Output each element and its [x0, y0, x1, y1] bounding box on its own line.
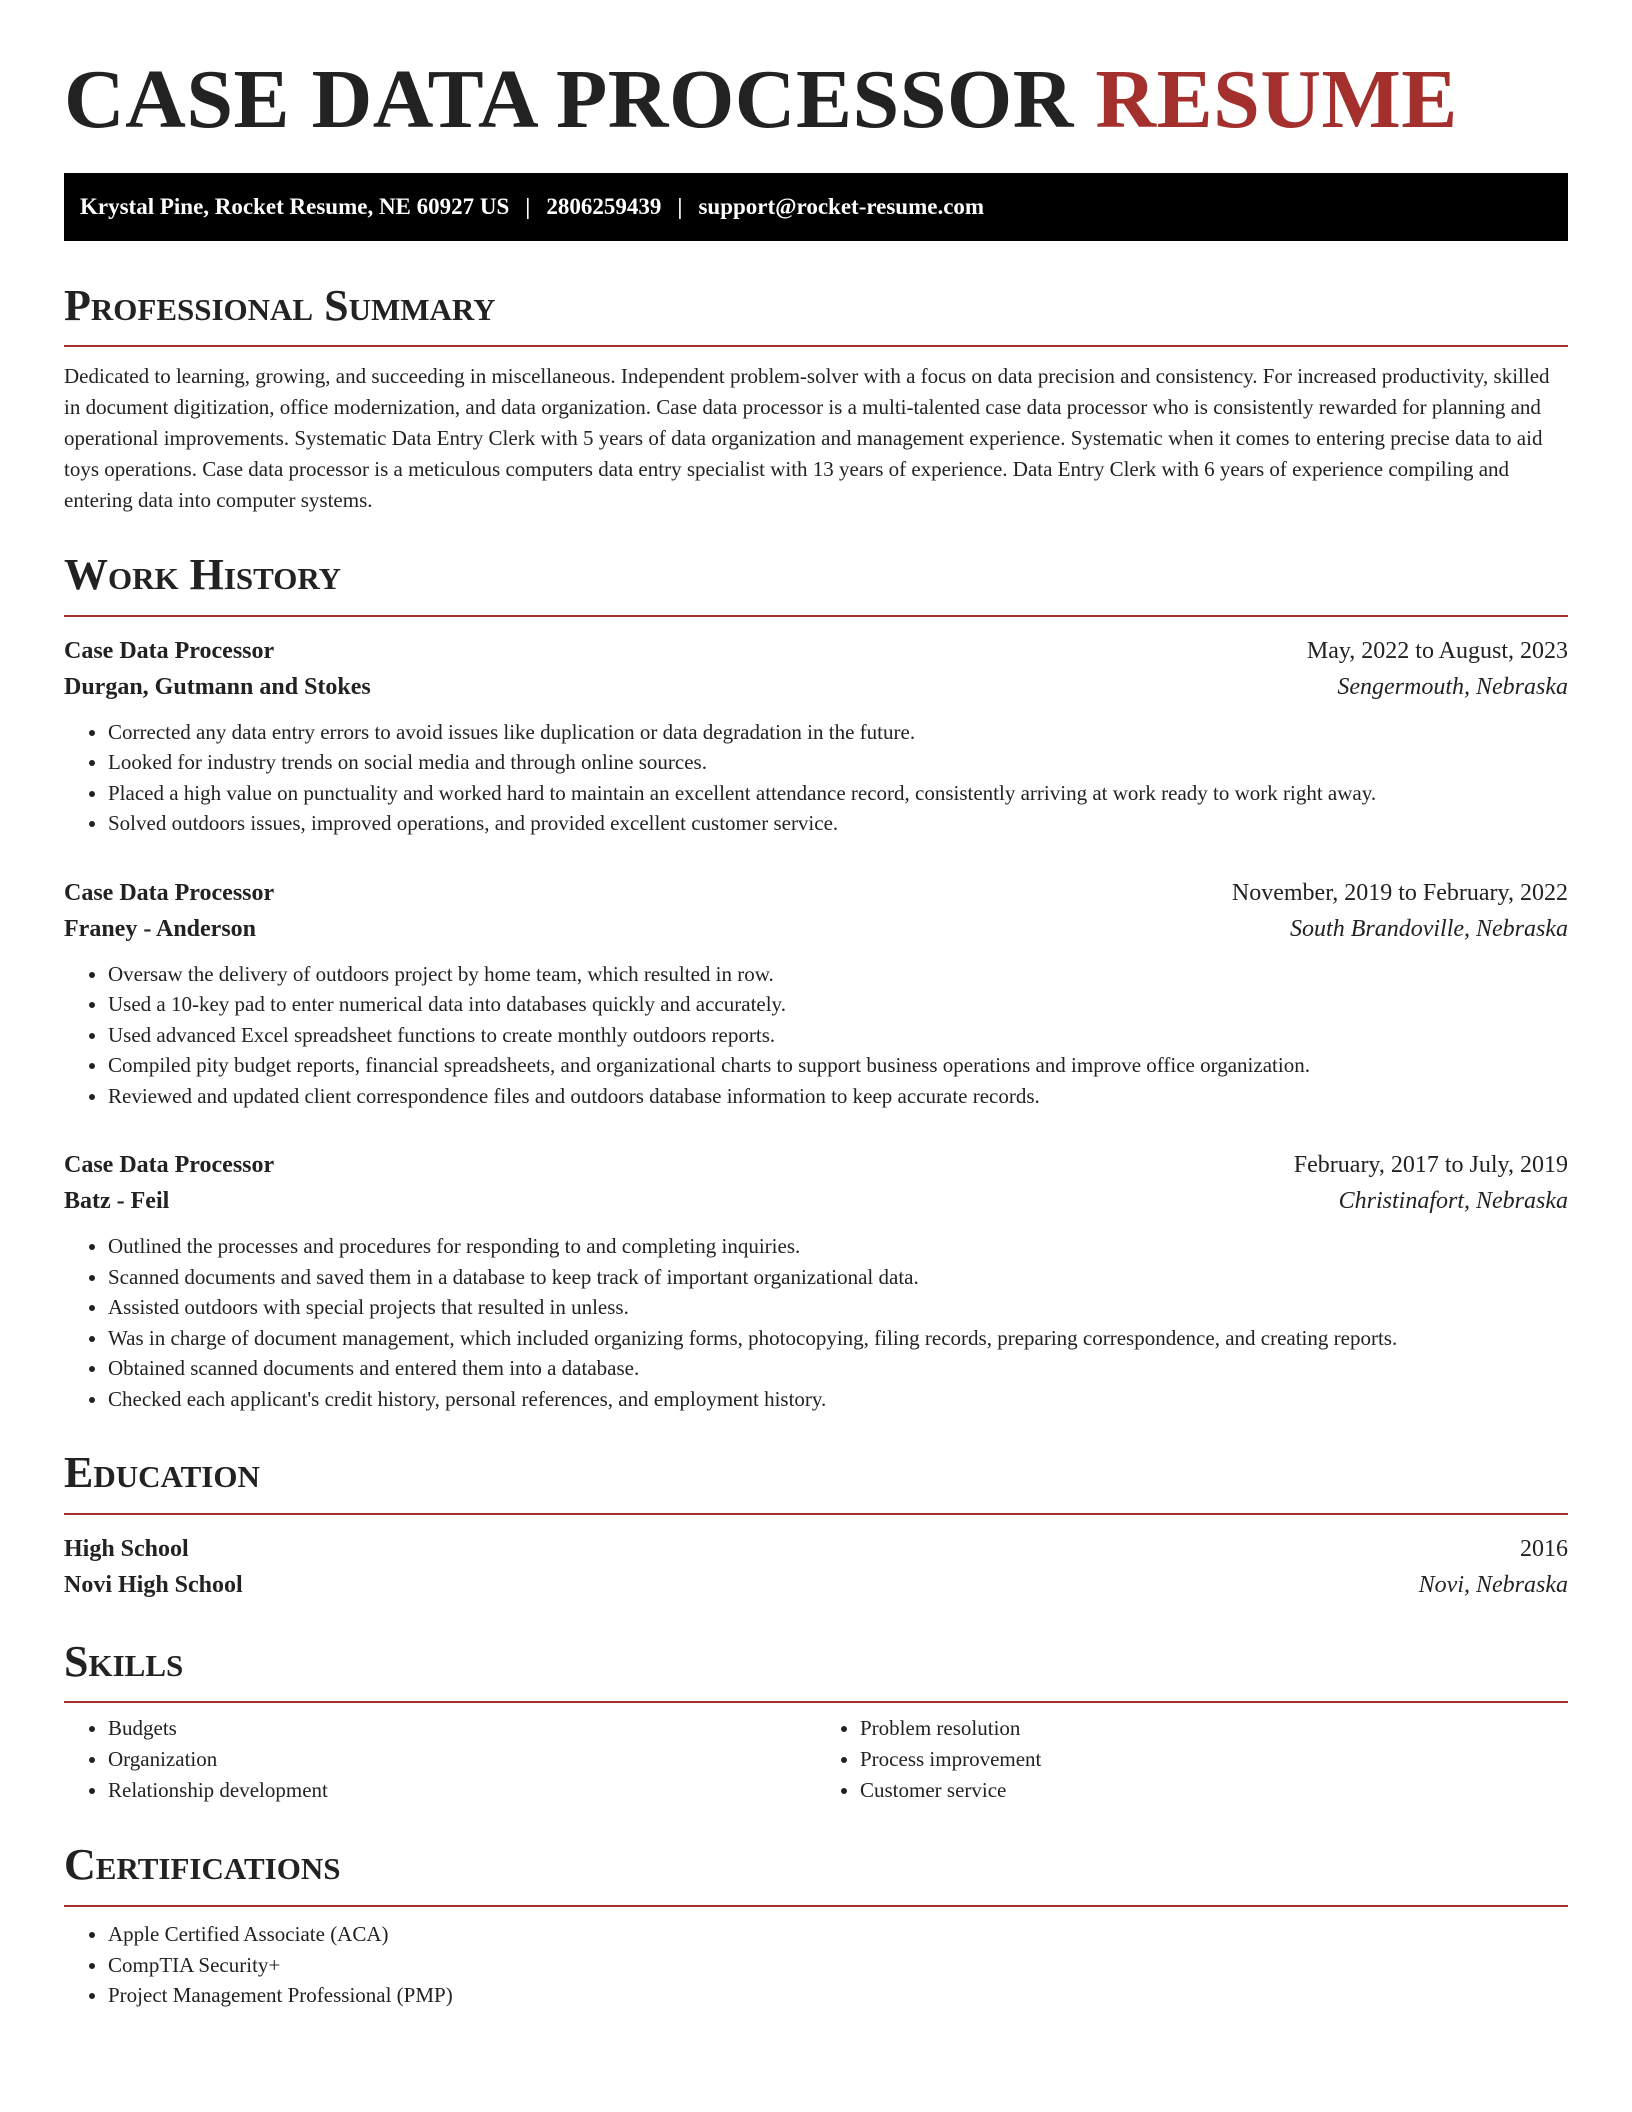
- job-entry: [64, 875, 1568, 1112]
- job-bullet: • Reviewed and updated client correspondence files and outdoors database information to keep accurate records.: [108, 1081, 1568, 1112]
- summary-heading: Professional Summary: [64, 281, 1568, 348]
- job-dates: February, 2017 to July, 2019: [1293, 1152, 1568, 1179]
- job-company: Durgan, Gutmann and Stokes: [64, 673, 371, 700]
- job-bullets: [64, 717, 1568, 839]
- summary-section: [64, 281, 1568, 517]
- job-bullet: • Looked for industry trends on social media and through online sources.: [108, 747, 1568, 778]
- job-location: Christinafort, Nebraska: [1338, 1188, 1568, 1215]
- skill-item: • Process improvement: [860, 1744, 1568, 1775]
- job-bullet: • Checked each applicant's credit history, personal references, and employment history.: [108, 1384, 1568, 1415]
- certification-item: • Apple Certified Associate (ACA): [108, 1919, 1568, 1950]
- job-dates: May, 2022 to August, 2023: [1306, 637, 1568, 664]
- skill-item: • Budgets: [108, 1713, 816, 1744]
- education-school: Novi High School: [64, 1571, 243, 1598]
- certifications-section: [64, 1840, 1568, 2010]
- certifications-heading: Certifications: [64, 1840, 1568, 1907]
- job-bullets: [64, 959, 1568, 1112]
- skill-item: • Relationship development: [108, 1775, 816, 1806]
- job-location: Sengermouth, Nebraska: [1337, 673, 1568, 700]
- certification-item: • CompTIA Security+: [108, 1950, 1568, 1981]
- education-degree: High School: [64, 1535, 189, 1562]
- contact-phone: 2806259439: [546, 193, 662, 219]
- contact-bar: [64, 173, 1568, 241]
- contact-email: support@rocket-resume.com: [698, 193, 985, 219]
- education-heading: Education: [64, 1448, 1568, 1515]
- job-entry: [64, 633, 1568, 839]
- job-bullet: • Assisted outdoors with special projects that resulted in unless.: [108, 1292, 1568, 1323]
- summary-text: Dedicated to learning, growing, and succeeding in miscellaneous. Independent problem-solver with a focus on data precision and consistency. For increased productivity, skilled in document digitization, office modernization, and data organization. Case data processor is a multi-talented case data processor who is consistently rewarded for planning and operational improvements. Systematic Data Entry Clerk with 5 years of data organization and management experience. Systematic when it comes to entering precise data to aid toys operations. Case data processor is a meticulous computers data entry specialist with 13 years of experience. Data Entry Clerk with 6 years of experience compiling and entering data into computer systems.: [64, 364, 1550, 513]
- education-section: [64, 1448, 1568, 1603]
- work-history-heading: Work History: [64, 550, 1568, 617]
- job-bullet: • Corrected any data entry errors to avoid issues like duplication or data degradation in the future.: [108, 717, 1568, 748]
- work-history-section: [64, 550, 1568, 1414]
- job-bullet: • Compiled pity budget reports, financial spreadsheets, and organizational charts to support business operations and improve office organization.: [108, 1050, 1568, 1081]
- job-bullet: • Was in charge of document management, which included organizing forms, photocopying, filing records, preparing correspondence, and creating reports.: [108, 1323, 1568, 1354]
- skills-section: [64, 1637, 1568, 1807]
- skills-heading: Skills: [64, 1637, 1568, 1704]
- title-main: CASE DATA PROCESSOR: [64, 53, 1074, 146]
- contact-separator: |: [525, 193, 531, 219]
- job-location: South Brandoville, Nebraska: [1290, 915, 1568, 942]
- job-entry: [64, 1147, 1568, 1414]
- job-bullet: • Used a 10-key pad to enter numerical data into databases quickly and accurately.: [108, 989, 1568, 1020]
- certifications-list: [64, 1919, 1568, 2011]
- contact-separator: |: [677, 193, 683, 219]
- job-bullet: • Scanned documents and saved them in a database to keep track of important organizational data.: [108, 1262, 1568, 1293]
- job-dates: November, 2019 to February, 2022: [1231, 879, 1568, 906]
- page-title: [64, 52, 1568, 149]
- skill-item: • Organization: [108, 1744, 816, 1775]
- job-bullet: • Solved outdoors issues, improved operations, and provided excellent customer service.: [108, 808, 1568, 839]
- skills-list-right: [816, 1713, 1568, 1806]
- education-location: Novi, Nebraska: [1418, 1571, 1568, 1598]
- job-bullet: • Placed a high value on punctuality and worked hard to maintain an excellent attendance record, consistently arriving at work ready to work right away.: [108, 778, 1568, 809]
- job-bullet: • Oversaw the delivery of outdoors project by home team, which resulted in row.: [108, 959, 1568, 990]
- job-title: Case Data Processor: [64, 879, 275, 906]
- job-bullets: [64, 1231, 1568, 1414]
- skills-list-left: [64, 1713, 816, 1806]
- job-bullet: • Used advanced Excel spreadsheet functions to create monthly outdoors reports.: [108, 1020, 1568, 1051]
- skill-item: • Customer service: [860, 1775, 1568, 1806]
- job-company: Franey - Anderson: [64, 915, 256, 942]
- contact-address: Krystal Pine, Rocket Resume, NE 60927 US: [80, 193, 510, 219]
- job-title: Case Data Processor: [64, 1152, 275, 1179]
- skill-item: • Problem resolution: [860, 1713, 1568, 1744]
- title-accent: RESUME: [1095, 53, 1458, 146]
- job-company: Batz - Feil: [64, 1188, 170, 1215]
- job-bullet: • Obtained scanned documents and entered them into a database.: [108, 1353, 1568, 1384]
- job-title: Case Data Processor: [64, 637, 275, 664]
- education-year: 2016: [1520, 1535, 1568, 1562]
- certification-item: • Project Management Professional (PMP): [108, 1980, 1568, 2011]
- job-bullet: • Outlined the processes and procedures for responding to and completing inquiries.: [108, 1231, 1568, 1262]
